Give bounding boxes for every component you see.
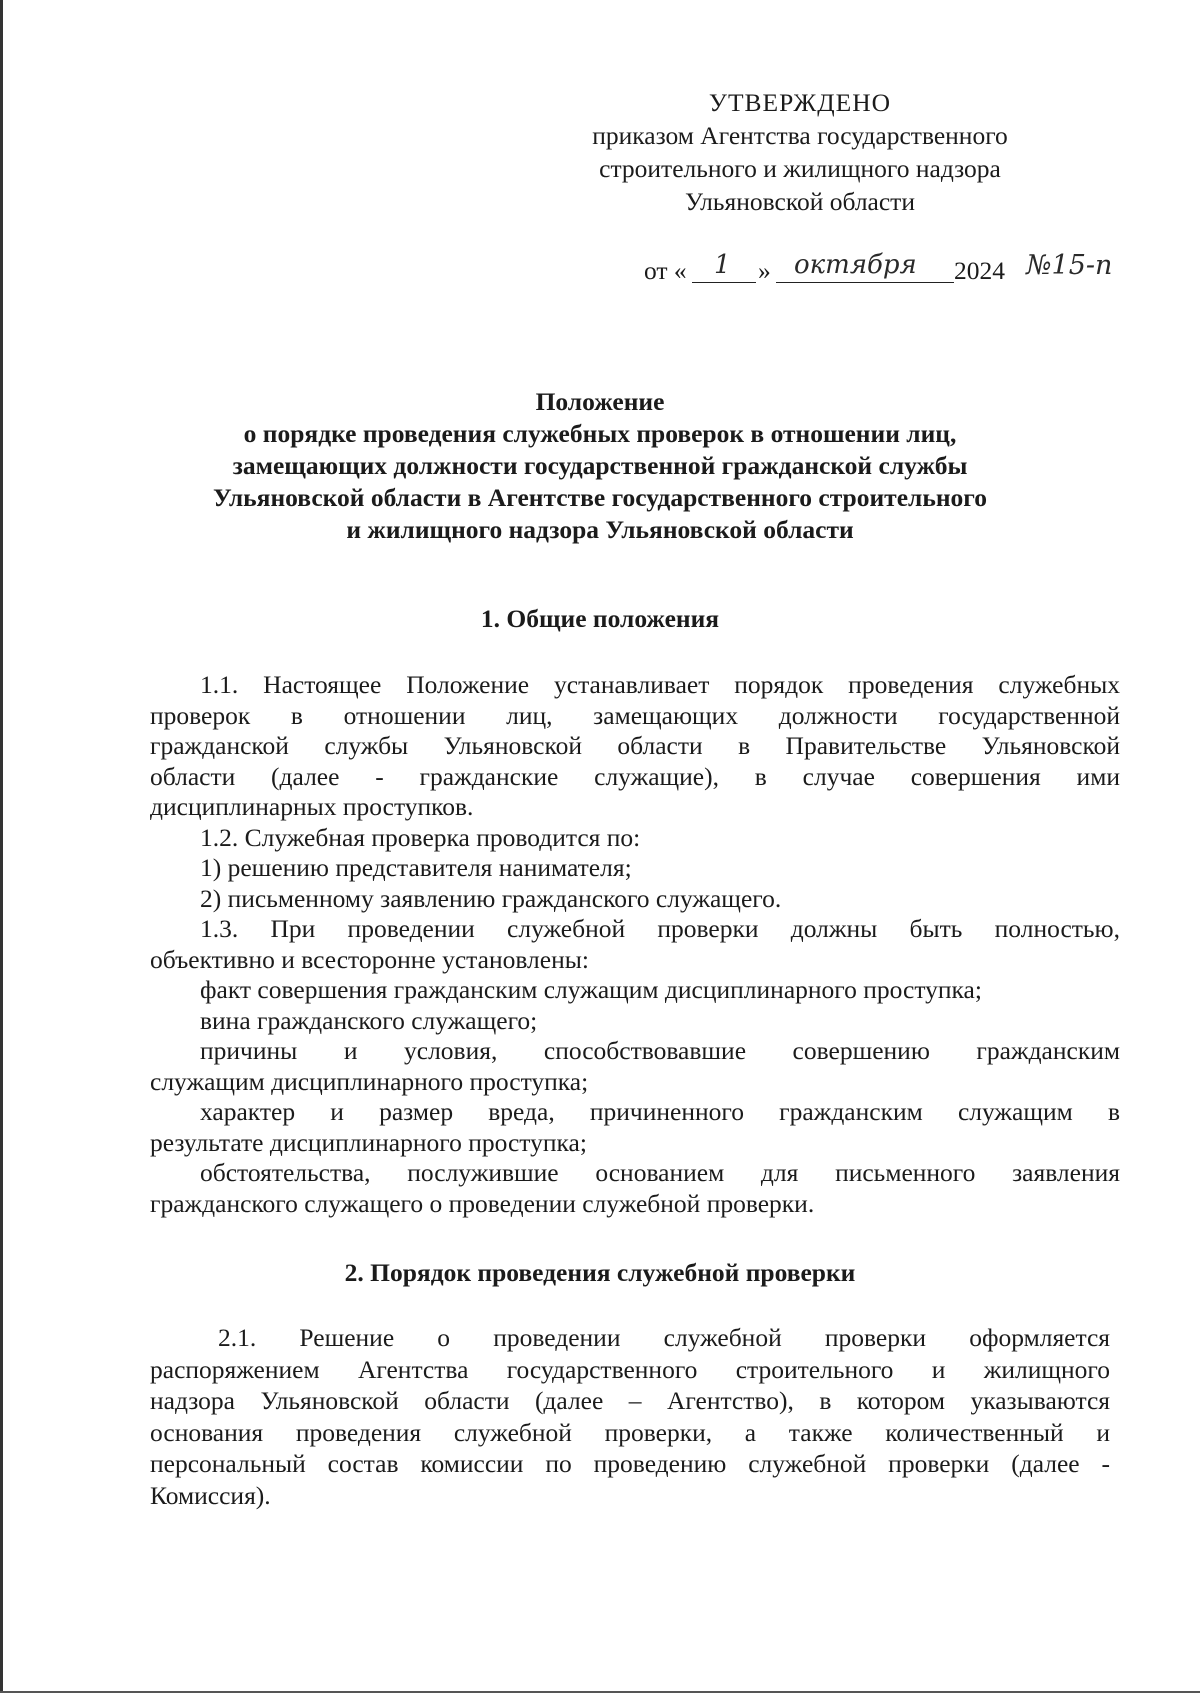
- paragraph-line: вина гражданского служащего;: [200, 1005, 538, 1035]
- title-line: Ульяновской области в Агентстве государственного строительного: [213, 483, 987, 512]
- title-line: замещающих должности государственной гражданской службы: [232, 451, 968, 480]
- paragraph-line: области (далее - гражданские служащие), в случае совершения ими: [150, 761, 1120, 791]
- date-day-handwritten: 1: [714, 250, 731, 280]
- section-1-body: [150, 670, 1120, 1219]
- paragraph-line: 2.1. Решение о проведении служебной проверки оформляется: [218, 1323, 1110, 1352]
- day-underline: [692, 282, 756, 283]
- paragraph-line: Комиссия).: [150, 1480, 271, 1510]
- section-2-body: [150, 1322, 1110, 1511]
- document-title: [150, 386, 1050, 546]
- paragraph-line: основания проведения служебной проверки, а также количественный и: [150, 1417, 1110, 1447]
- approval-line: приказом Агентства государственного: [592, 121, 1008, 150]
- approval-line: строительного и жилищного надзора: [599, 154, 1001, 183]
- approval-label: УТВЕРЖДЕНО: [708, 88, 892, 117]
- paragraph-line: надзора Ульяновской области (далее – Агентство), в котором указываются: [150, 1386, 1110, 1415]
- date-year: 2024: [954, 256, 1005, 285]
- paragraph-line: 1.1. Настоящее Положение устанавливает порядок проведения служебных: [200, 670, 1120, 699]
- page-left-edge: [0, 0, 3, 1693]
- paragraph-line: 1.2. Служебная проверка проводится по:: [200, 822, 641, 852]
- paragraph-line: распоряжением Агентства государственного строительного и жилищного: [150, 1354, 1110, 1384]
- section-2-heading: 2. Порядок проведения служебной проверки: [344, 1258, 856, 1287]
- title-line: о порядке проведения служебных проверок в отношении лиц,: [243, 419, 957, 448]
- approval-line: Ульяновской области: [685, 187, 915, 216]
- paragraph-line: результате дисциплинарного проступка;: [150, 1127, 587, 1157]
- paragraph-line: 1.3. При проведении служебной проверки должны быть полностью,: [200, 914, 1120, 943]
- order-number-handwritten: №15-п: [1026, 250, 1113, 281]
- date-prefix: от «: [644, 256, 687, 285]
- paragraph-line: обстоятельства, послужившие основанием для письменного заявления: [200, 1158, 1120, 1187]
- paragraph-line: объективно и всесторонне установлены:: [150, 944, 589, 974]
- title-line: и жилищного надзора Ульяновской области: [346, 515, 854, 544]
- title-line: Положение: [535, 387, 665, 416]
- paragraph-line: проверок в отношении лиц, замещающих должности государственной: [150, 700, 1120, 730]
- paragraph-line: факт совершения гражданским служащим дисциплинарного проступка;: [200, 975, 982, 1004]
- date-month-handwritten: октября: [794, 250, 917, 280]
- section-1-heading: 1. Общие положения: [480, 604, 720, 633]
- paragraph-line: 1) решению представителя нанимателя;: [200, 853, 632, 882]
- paragraph-line: персональный состав комиссии по проведению служебной проверки (далее -: [150, 1449, 1110, 1478]
- paragraph-line: дисциплинарных проступков.: [150, 792, 474, 821]
- month-underline: [776, 282, 954, 283]
- date-line: [644, 250, 1164, 290]
- paragraph-line: характер и размер вреда, причиненного гражданским служащим в: [200, 1097, 1120, 1126]
- date-mid: »: [758, 256, 771, 285]
- paragraph-line: служащим дисциплинарного проступка;: [150, 1066, 589, 1096]
- paragraph-line: 2) письменному заявлению гражданского служащего.: [200, 883, 782, 913]
- paragraph-line: причины и условия, способствовавшие совершению гражданским: [200, 1036, 1120, 1065]
- approval-block: [560, 86, 1040, 218]
- paragraph-line: гражданской службы Ульяновской области в Правительстве Ульяновской: [150, 731, 1120, 760]
- paragraph-line: гражданского служащего о проведении служебной проверки.: [150, 1188, 815, 1218]
